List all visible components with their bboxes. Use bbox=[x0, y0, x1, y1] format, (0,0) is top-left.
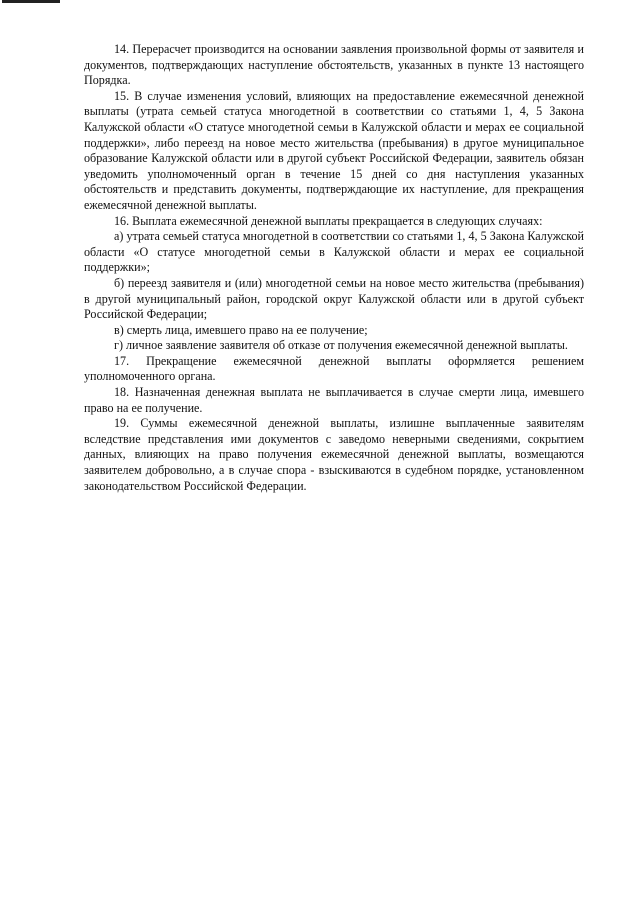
paragraph-16: 16. Выплата ежемесячной денежной выплаты прекращается в следующих случаях: bbox=[114, 213, 543, 228]
paragraph-16-a: а) утрата семьей статуса многодетной в соответствии со статьями 1, 4, 5 Закона Калужской области «О статусе многодетной семьи в Калужской области и мерах ее социальной поддержки»; bbox=[84, 229, 584, 275]
paragraph-15: 15. В случае изменения условий, влияющих на предоставление ежемесячной денежной выплаты (утрата семьей статуса многодетной в соответствии со статьями 1, 4, 5 Закона Калужской области «О статусе многодетной семьи в Калужской области и мерах ее социальной поддержки», либо переезд на новое место жительства (пребывания) в другое муниципальное образование Калужской области или в другой субъект Российской Федерации, заявитель обязан уведомить уполномоченный орган в течение 15 дней со дня наступления указанных обстоятельств и представить документы, подтверждающие их наступление, для прекращения ежемесячной денежной выплаты. bbox=[84, 88, 584, 212]
paragraph-16-b: б) переезд заявителя и (или) многодетной семьи на новое место жительства (пребывания) в другой муниципальный район, городской округ Калужской области или в другой субъект Российской Федерации; bbox=[84, 275, 584, 322]
document-body bbox=[84, 42, 584, 494]
paragraph-14: 14. Перерасчет производится на основании заявления произвольной формы от заявителя и документов, подтверждающих наступление обстоятельств, указанных в пункте 13 настоящего Порядка. bbox=[84, 42, 584, 88]
paragraph-18: 18. Назначенная денежная выплата не выплачивается в случае смерти лица, имевшего право на ее получение. bbox=[84, 385, 584, 415]
paragraph-17: 17. Прекращение ежемесячной денежной выплаты оформляется решением уполномоченного органа. bbox=[84, 353, 584, 384]
paragraph-16-g: г) личное заявление заявителя об отказе от получения ежемесячной денежной выплаты. bbox=[114, 338, 568, 353]
paragraph-19: 19. Суммы ежемесячной денежной выплаты, излишне выплаченные заявителям вследствие представления ими документов с заведомо неверными сведениями, сокрытием данных, влияющих на право получения ежемесячной денежной выплаты, возмещаются заявителем добровольно, а в случае спора - взыскиваются в судебном порядке, установленном законодательством Российской Федерации. bbox=[84, 416, 584, 493]
paragraph-16-v: в) смерть лица, имевшего право на ее получение; bbox=[114, 322, 368, 337]
top-edge-rule bbox=[2, 0, 60, 3]
